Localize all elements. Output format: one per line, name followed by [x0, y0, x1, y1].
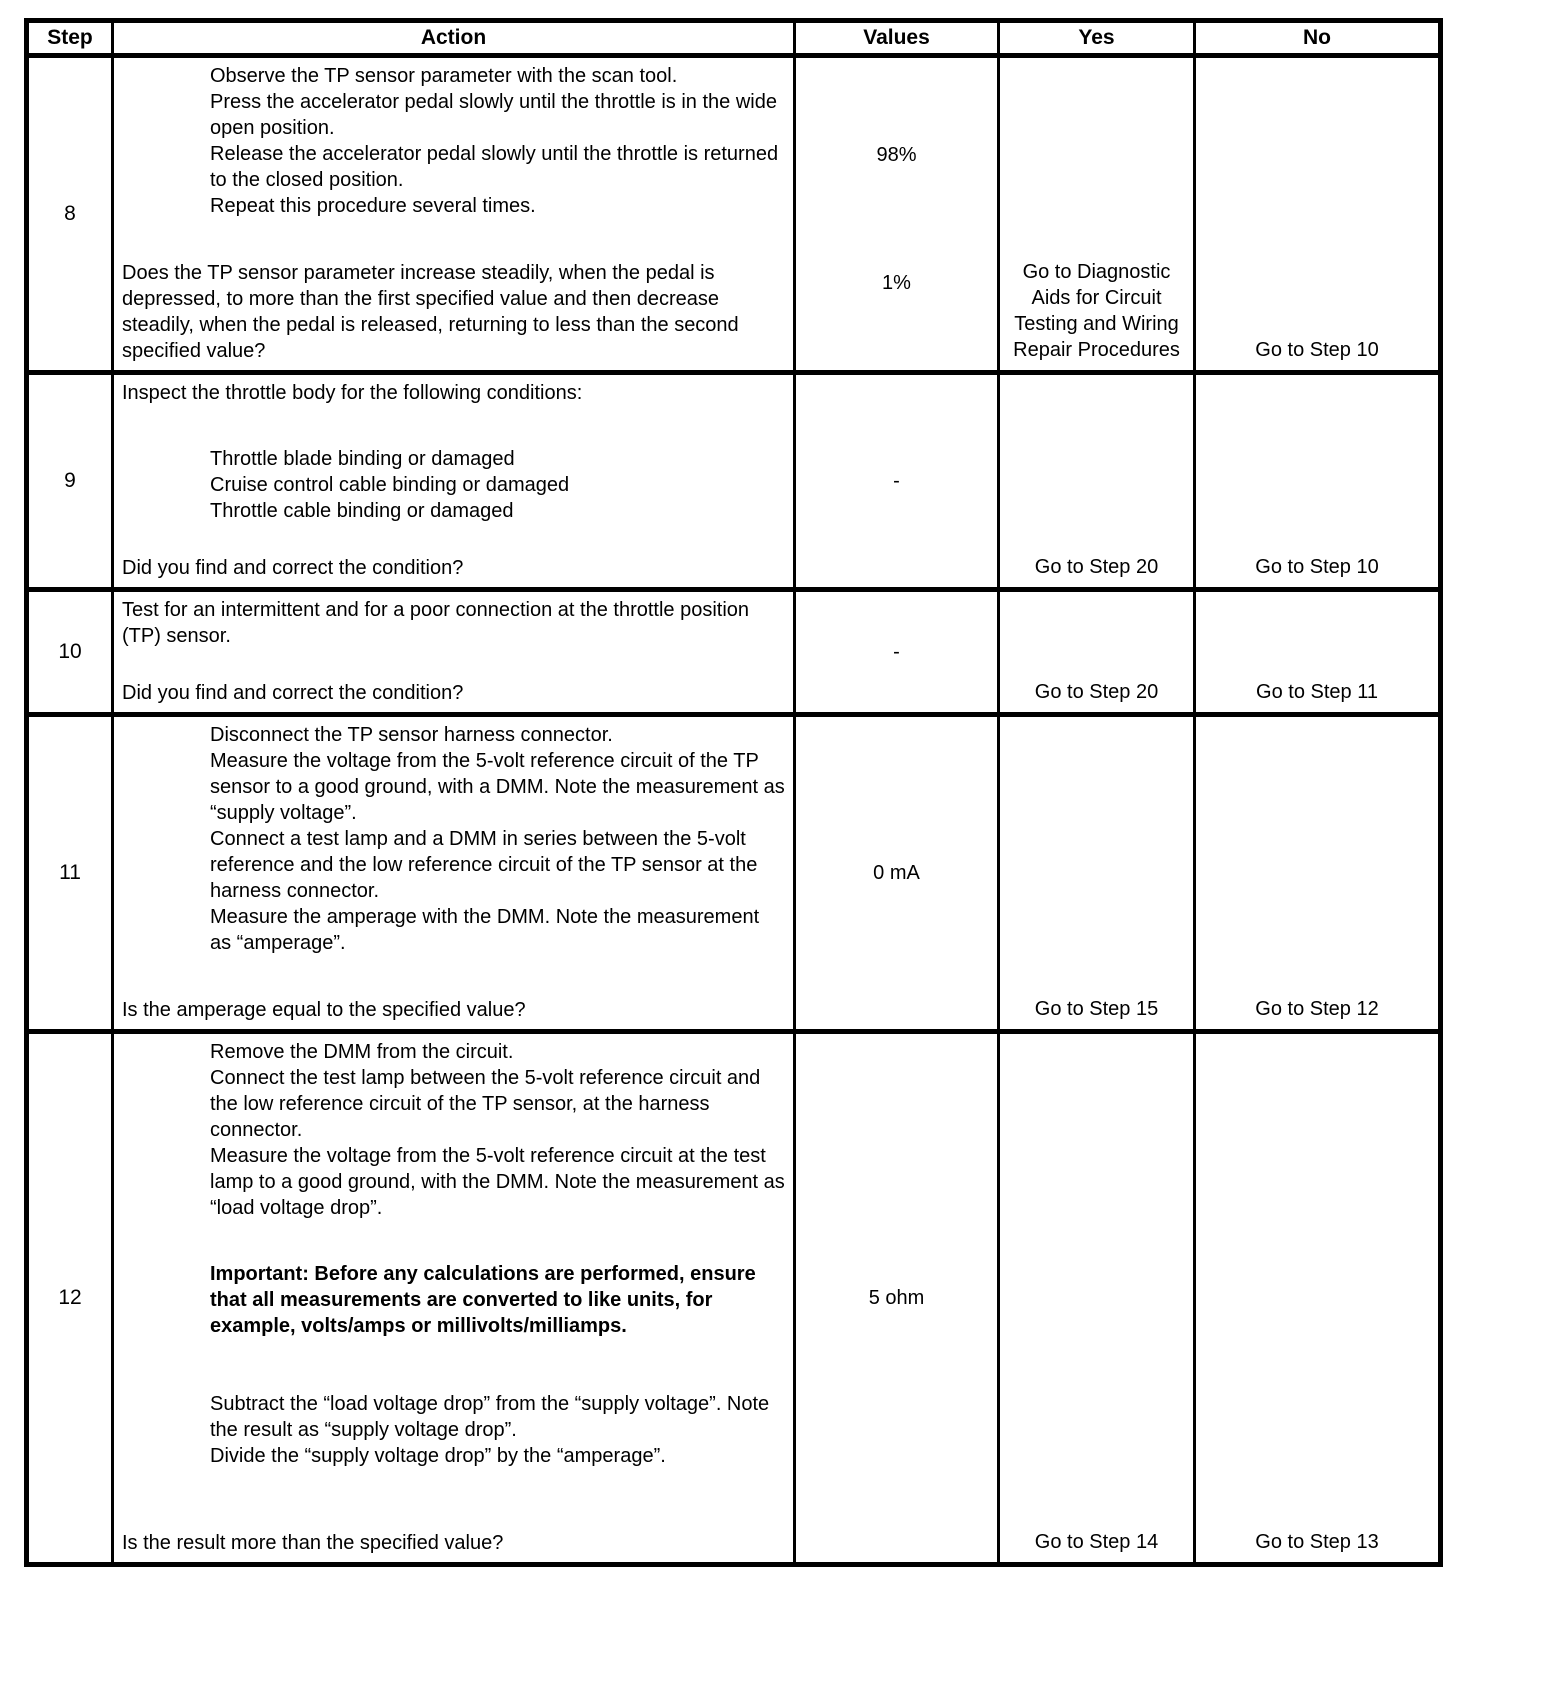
value-text: 1% [882, 272, 911, 294]
no-result: Go to Step 12 [1255, 998, 1379, 1020]
question-text: Is the result more than the specified value? [122, 1532, 504, 1554]
yes-result: Go to Step 20 [1034, 681, 1159, 703]
yes-cell [999, 1032, 1195, 1565]
no-cell [1195, 715, 1441, 1032]
yes-result: Go to Step 15 [1034, 998, 1159, 1020]
value-text: 98% [876, 144, 917, 166]
no-cell [1195, 373, 1441, 590]
table-row-step-8 [27, 56, 1441, 373]
no-result: Go to Step 10 [1255, 556, 1379, 578]
important-note: Important: Before any calculations are performed, ensure that all measurements are converted to like units, for example, volts/amps or millivolts/milliamps. [210, 1263, 756, 1337]
table-row-step-11 [27, 715, 1441, 1032]
action-cell [113, 56, 795, 373]
no-cell [1195, 56, 1441, 373]
step-number: 12 [27, 1032, 113, 1565]
action-cell [113, 715, 795, 1032]
diagnostic-table [24, 18, 1443, 1567]
values-cell [795, 373, 999, 590]
table-row-step-9 [27, 373, 1441, 590]
question-text: Did you find and correct the condition? [122, 557, 464, 579]
yes-result: Go to Diagnostic Aids for Circuit Testing and Wiring Repair Procedures [1013, 261, 1180, 361]
yes-result: Go to Step 20 [1034, 556, 1159, 578]
intro-text: Inspect the throttle body for the following conditions: [122, 382, 583, 404]
instruction-line: Measure the voltage from the 5-volt reference circuit of the TP sensor to a good ground, with a DMM. Note the measurement as “supply voltage”. [210, 750, 785, 824]
instruction-line: Measure the voltage from the 5-volt reference circuit at the test lamp to a good ground, with the DMM. Note the measurement as “load voltage drop”. [210, 1145, 785, 1219]
condition-list [210, 446, 785, 524]
action-cell [113, 373, 795, 590]
values-cell [795, 56, 999, 373]
no-result: Go to Step 13 [1255, 1531, 1379, 1553]
col-header-values: Values [795, 21, 999, 56]
col-header-no: No [1195, 21, 1441, 56]
yes-cell [999, 590, 1195, 715]
instruction-line: Divide the “supply voltage drop” by the “amperage”. [210, 1445, 666, 1467]
col-header-yes: Yes [999, 21, 1195, 56]
intro-text: Test for an intermittent and for a poor connection at the throttle position (TP) sensor. [122, 599, 750, 647]
instruction-line: Observe the TP sensor parameter with the scan tool. [210, 65, 678, 87]
yes-cell [999, 373, 1195, 590]
col-header-action: Action [113, 21, 795, 56]
instruction-line: Repeat this procedure several times. [210, 195, 536, 217]
instruction-line: Connect a test lamp and a DMM in series between the 5-volt reference and the low reference circuit of the TP sensor at the harness connector. [210, 828, 758, 902]
col-header-step: Step [27, 21, 113, 56]
instruction-line: Press the accelerator pedal slowly until the throttle is in the wide open position. [210, 91, 777, 139]
no-result: Go to Step 11 [1256, 681, 1378, 703]
instruction-line: Subtract the “load voltage drop” from the “supply voltage”. Note the result as “supply voltage drop”. [210, 1393, 770, 1441]
header-row [27, 21, 1441, 56]
instruction-line: Remove the DMM from the circuit. [210, 1041, 514, 1063]
value-text: 0 mA [873, 862, 920, 884]
step-number: 8 [27, 56, 113, 373]
instruction-line: Release the accelerator pedal slowly until the throttle is returned to the closed position. [210, 143, 779, 191]
table-row-step-10 [27, 590, 1441, 715]
value-text: - [893, 470, 900, 492]
step-number: 11 [27, 715, 113, 1032]
yes-cell [999, 715, 1195, 1032]
instruction-line: Disconnect the TP sensor harness connector. [210, 724, 613, 746]
action-cell [113, 1032, 795, 1565]
values-cell [795, 715, 999, 1032]
table-row-step-12 [27, 1032, 1441, 1565]
no-cell [1195, 1032, 1441, 1565]
condition-item: Cruise control cable binding or damaged [210, 474, 570, 496]
values-cell [795, 1032, 999, 1565]
step-number: 10 [27, 590, 113, 715]
no-result: Go to Step 10 [1255, 339, 1379, 361]
condition-item: Throttle cable binding or damaged [210, 500, 514, 522]
instruction-line: Measure the amperage with the DMM. Note the measurement as “amperage”. [210, 906, 760, 954]
yes-result: Go to Step 14 [1034, 1531, 1159, 1553]
question-text: Is the amperage equal to the specified value? [122, 999, 526, 1021]
value-text: - [893, 641, 900, 663]
value-text: 5 ohm [868, 1287, 925, 1309]
no-cell [1195, 590, 1441, 715]
question-text: Did you find and correct the condition? [122, 682, 464, 704]
action-cell [113, 590, 795, 715]
step-number: 9 [27, 373, 113, 590]
instruction-line: Connect the test lamp between the 5-volt reference circuit and the low reference circuit of the TP sensor, at the harness connector. [210, 1067, 761, 1141]
question-text: Does the TP sensor parameter increase steadily, when the pedal is depressed, to more than the first specified value and then decrease steadily, when the pedal is released, returning to less than the second specified value? [122, 262, 739, 362]
condition-item: Throttle blade binding or damaged [210, 448, 515, 470]
yes-cell [999, 56, 1195, 373]
values-cell [795, 590, 999, 715]
